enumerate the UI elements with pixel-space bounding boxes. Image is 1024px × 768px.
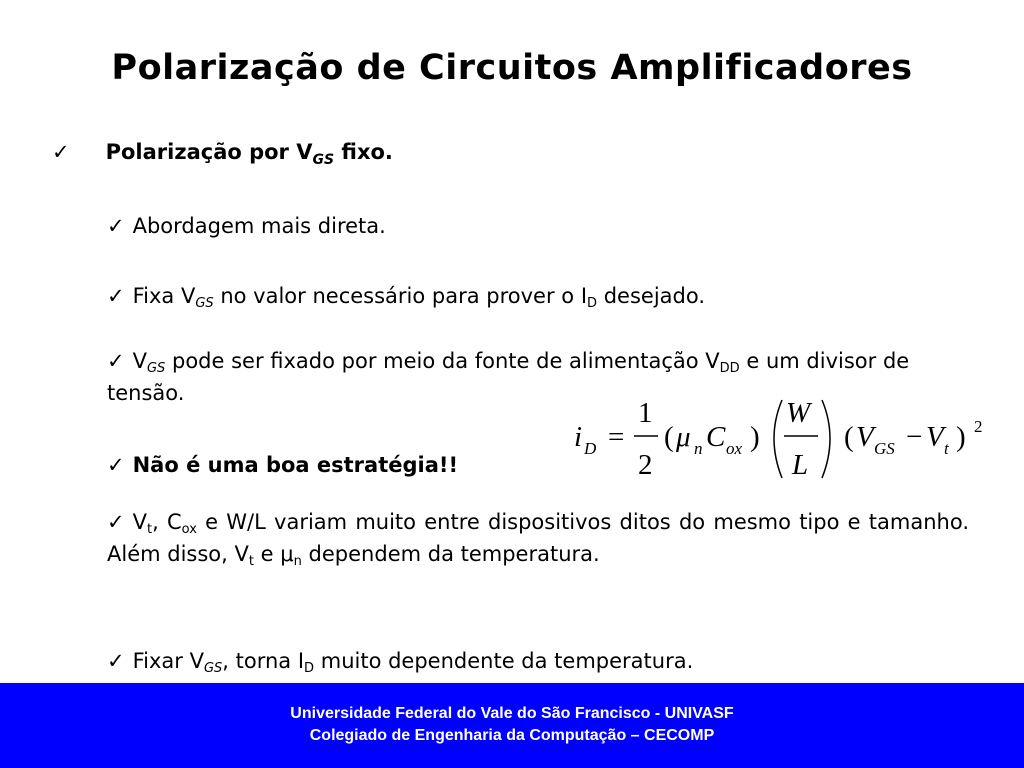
formula-v1: V [856, 421, 874, 453]
bullet-text: Abordagem mais direta. [132, 214, 386, 238]
bullet-fixa-vgs [107, 280, 705, 312]
main-bullet [52, 140, 393, 168]
bullet-text: e μ [253, 542, 294, 566]
check-icon: ✓ [107, 453, 125, 477]
subscript: DD [719, 361, 740, 376]
bullet-variacoes [107, 506, 969, 570]
check-icon: ✓ [107, 284, 125, 308]
bullet-text: Não é uma boa estratégia!! [132, 453, 459, 477]
bullet-text: , C [152, 510, 182, 534]
bullet-text: muito dependente da temperatura. [314, 649, 694, 673]
formula-open-paren: ( [664, 421, 674, 453]
bullet-fixar-vgs [107, 645, 693, 677]
formula-mu-sub: n [694, 439, 703, 458]
check-icon: ✓ [107, 510, 125, 534]
check-icon: ✓ [107, 214, 125, 238]
big-close-paren [822, 400, 830, 478]
big-open-paren [774, 400, 782, 478]
check-icon: ✓ [107, 649, 125, 673]
bullet-text: pode ser fixado por meio da fonte de alimentação V [165, 349, 720, 373]
footer-bar [0, 683, 1024, 768]
bullet-text: , torna I [222, 649, 305, 673]
formula-lhs: i [574, 421, 583, 453]
bullet-text: V [132, 510, 147, 534]
bullet-text: e um divisor de tensão. [107, 349, 910, 405]
formula-l: L [792, 449, 809, 481]
subscript: D [587, 296, 598, 311]
main-bullet-label: Polarização por V [105, 140, 313, 164]
formula-minus: − [906, 421, 923, 453]
formula-frac-num: 1 [638, 397, 653, 429]
formula-c: C [706, 421, 726, 453]
formula-lhs-sub: D [584, 439, 597, 458]
formula-mu: μ [676, 421, 691, 453]
check-icon: ✓ [52, 140, 70, 164]
bullet-text: e W/L variam muito entre dispositivos ditos do mesmo tipo e tamanho. Além disso, V [107, 510, 970, 566]
formula-equals: = [608, 421, 625, 453]
subscript: t [248, 554, 254, 569]
bullet-text: no valor necessário para prover o I [213, 284, 588, 308]
subscript: D [304, 661, 315, 676]
formula-c-sub: ox [726, 439, 743, 458]
formula-v1-sub: GS [874, 439, 895, 458]
bullet-text: dependem da temperatura. [301, 542, 600, 566]
formula-open-paren: ( [844, 421, 854, 453]
bullet-text: V [132, 349, 147, 373]
formula-exponent: 2 [974, 417, 983, 436]
bullet-text: Fixar V [132, 649, 204, 673]
bullet-nao-boa-estrategia [107, 449, 458, 481]
formula-close-paren: ) [750, 421, 760, 453]
formula-w: W [786, 397, 811, 429]
bullet-text: desejado. [597, 284, 706, 308]
slide-title: Polarização de Circuitos Amplificadores [111, 48, 913, 88]
subscript: GS [195, 296, 214, 311]
formula-v2-sub: t [944, 439, 949, 458]
bullet-text: Fixa V [132, 284, 196, 308]
main-bullet-subscript: GS [312, 152, 335, 168]
subscript: n [293, 554, 302, 569]
subscript: t [146, 522, 153, 537]
formula-close-paren: ) [956, 421, 966, 453]
footer-department: Colegiado de Engenharia da Computação – CECOMP [309, 727, 715, 744]
main-bullet-suffix: fixo. [334, 140, 393, 164]
subscript: GS [146, 361, 166, 376]
formula-frac-den: 2 [638, 449, 653, 481]
bullet-abordagem [107, 210, 386, 242]
subscript: GS [203, 661, 223, 676]
footer-university: Universidade Federal do Vale do São Francisco - UNIVASF [290, 705, 734, 722]
check-icon: ✓ [107, 349, 125, 373]
drain-current-formula [570, 392, 990, 488]
formula-v2: V [926, 421, 944, 453]
subscript: ox [181, 522, 197, 537]
